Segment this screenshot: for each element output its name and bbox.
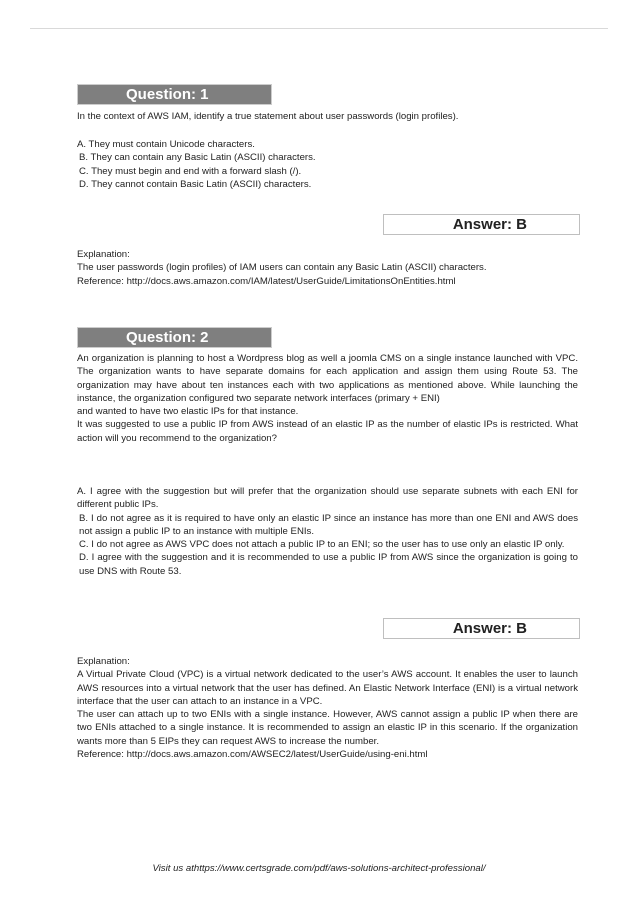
question-2-option-b: B. I do not agree as it is required to have only an elastic IP since an instance has more than one ENI and AWS does not assign a public IP to an instance with multiple ENIs. bbox=[79, 512, 578, 537]
question-2-text-line-1: An organization is planning to host a Wordpress blog as well a joomla CMS on a single instance launched with VPC. The organization wants to have separate domains for each application and assign them using Route 53. The organization may have about ten instances each with two applications as mentioned above. While launching the instance, the organization configured two separate network interfaces (primary + ENI) bbox=[77, 353, 578, 404]
question-1-explanation bbox=[77, 248, 578, 288]
question-2-option-a: A. I agree with the suggestion but will prefer that the organization should use separate subnets with each ENI for different public IPs. bbox=[77, 486, 578, 511]
question-2-reference: Reference: http://docs.aws.amazon.com/AWSEC2/latest/UserGuide/using-eni.html bbox=[77, 749, 428, 761]
question-2-text-line-3: It was suggested to use a public IP from AWS instead of an elastic IP as the number of elastic IPs is restricted. What action will you recommend to the organization? bbox=[77, 419, 578, 444]
question-2-option-d: D. I agree with the suggestion and it is recommended to use a public IP from AWS since the organization is going to use DNS with Route 53. bbox=[79, 552, 578, 577]
question-1-reference: Reference: http://docs.aws.amazon.com/IAM/latest/UserGuide/LimitationsOnEntities.html bbox=[77, 275, 456, 287]
question-1-text bbox=[77, 110, 578, 123]
question-1-option-a: A. They must contain Unicode characters. bbox=[77, 139, 255, 150]
question-1-explanation-text: The user passwords (login profiles) of IAM users can contain any Basic Latin (ASCII) characters. bbox=[77, 262, 487, 274]
question-2-explanation bbox=[77, 655, 578, 761]
question-2-options bbox=[77, 485, 578, 578]
question-2-header: Question: 2 bbox=[77, 327, 272, 348]
question-1-option-b: B. They can contain any Basic Latin (ASCII) characters. bbox=[79, 152, 316, 164]
question-2-text bbox=[77, 352, 578, 445]
question-1-option-c: C. They must begin and end with a forward slash (/). bbox=[79, 165, 302, 177]
question-2-answer: Answer: B bbox=[383, 618, 580, 639]
question-1-options bbox=[77, 138, 578, 191]
question-1-explanation-label: Explanation: bbox=[77, 249, 130, 260]
top-divider bbox=[30, 28, 608, 29]
question-1-header: Question: 1 bbox=[77, 84, 272, 105]
question-2-option-c: C. I do not agree as AWS VPC does not attach a public IP to an ENI; so the user has to use only an elastic IP only. bbox=[79, 539, 565, 551]
footer-visit-link: Visit us athttps://www.certsgrade.com/pdf/aws-solutions-architect-professional/ bbox=[152, 863, 486, 874]
question-1-answer: Answer: B bbox=[383, 214, 580, 235]
question-1-option-d: D. They cannot contain Basic Latin (ASCII) characters. bbox=[79, 178, 312, 190]
question-2-explanation-line-1: A Virtual Private Cloud (VPC) is a virtual network dedicated to the user’s AWS account. It enables the user to launch AWS resources into a virtual network that the user has defined. An Elastic Network Interface (ENI) is a virtual network interface that the user can attach to an instance in a VPC. bbox=[77, 669, 578, 707]
question-2-explanation-line-2: The user can attach up to two ENIs with a single instance. However, AWS cannot assign a public IP when there are two ENIs attached to a single instance. It is recommended to assign an elastic IP in this scenario. If the organization wants more than 5 EIPs they can request AWS to increase the number. bbox=[77, 709, 578, 747]
question-2-text-line-2: and wanted to have two elastic IPs for that instance. bbox=[77, 406, 299, 418]
question-1-prompt: In the context of AWS IAM, identify a true statement about user passwords (login profiles). bbox=[77, 111, 459, 122]
question-2-explanation-label: Explanation: bbox=[77, 656, 130, 667]
